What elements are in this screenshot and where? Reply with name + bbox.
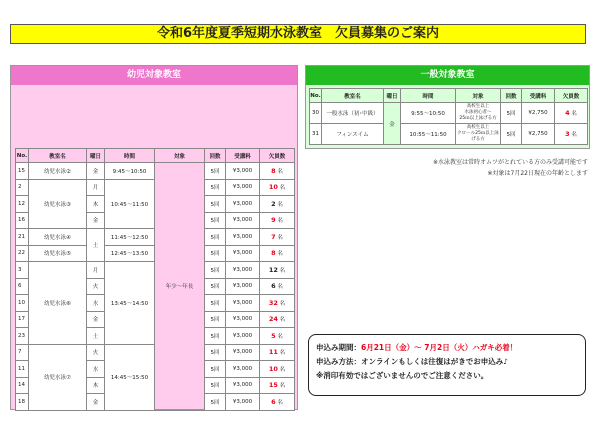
class-time: 13:45～14:50 xyxy=(105,262,155,345)
row-no: 17 xyxy=(16,311,29,328)
adult-col-time: 時間 xyxy=(401,89,456,103)
vacancy-unit: 名 xyxy=(277,218,283,225)
adult-class-card xyxy=(305,65,590,149)
weekday: 木 xyxy=(87,377,105,394)
adult-col-day: 曜日 xyxy=(384,89,401,103)
fee: ¥3,000 xyxy=(226,196,260,213)
kids-col-day: 曜日 xyxy=(87,149,105,163)
vacancy-number: 15 xyxy=(268,381,278,390)
vacancy-unit: 名 xyxy=(279,185,286,192)
weekday: 金 xyxy=(87,394,105,411)
lesson-count: 5回 xyxy=(501,124,522,145)
row-no: 31 xyxy=(310,124,322,145)
row-no: 22 xyxy=(16,245,29,262)
row-no: 6 xyxy=(16,278,29,295)
fee: ¥3,000 xyxy=(226,344,260,361)
vacancy-unit: 名 xyxy=(277,284,283,291)
class-name: 一般水泳（初･中級） xyxy=(322,103,384,124)
target-line: 25ｍ以上泳げる方 xyxy=(459,116,497,121)
vacancy-number: 8 xyxy=(271,249,276,258)
row-no: 30 xyxy=(310,103,322,124)
vacancy-number: 2 xyxy=(271,199,276,208)
lesson-count: 5回 xyxy=(205,196,226,213)
row-no: 23 xyxy=(16,328,29,345)
weekday: 金 xyxy=(87,212,105,229)
note-age-date: ※対象は7月22日現在の年齢とします xyxy=(487,170,588,177)
weekday: 木 xyxy=(87,196,105,213)
vacancy-number: 24 xyxy=(268,315,278,324)
kids-table-header-row xyxy=(16,149,295,163)
vacancy-number: 9 xyxy=(271,216,276,225)
lesson-count: 5回 xyxy=(205,311,226,328)
fee: ¥3,000 xyxy=(226,295,260,312)
target-line: 水泳初心者～ xyxy=(464,110,492,115)
vacancy-number: 12 xyxy=(268,265,278,274)
vacancy-number: 6 xyxy=(271,397,276,406)
adult-col-vacancy: 欠員数 xyxy=(555,89,588,103)
kids-card-header: 幼児対象教室 xyxy=(11,66,297,85)
lesson-count: 5回 xyxy=(205,229,226,246)
vacancy-unit: 名 xyxy=(277,234,283,241)
fee: ¥3,000 xyxy=(226,328,260,345)
lesson-count: 5回 xyxy=(501,103,522,124)
class-name: 幼児水泳④ xyxy=(29,229,87,246)
lesson-count: 5回 xyxy=(205,212,226,229)
vacancy xyxy=(260,196,295,213)
adult-class-table xyxy=(309,88,588,145)
lesson-count: 5回 xyxy=(205,344,226,361)
target-info xyxy=(456,103,501,124)
vacancy-number: 10 xyxy=(268,364,278,373)
row-no: 10 xyxy=(16,295,29,312)
class-name: 幼児水泳③ xyxy=(29,179,87,229)
lesson-count: 5回 xyxy=(205,245,226,262)
class-time: 9:45～10:50 xyxy=(105,163,155,180)
page-title: 令和6年度夏季短期水泳教室 欠員募集のご案内 xyxy=(10,24,586,44)
adult-col-count: 回数 xyxy=(501,89,522,103)
class-name: 幼児水泳② xyxy=(29,163,87,180)
vacancy-number: 10 xyxy=(268,183,278,192)
kids-col-fee: 受講料 xyxy=(226,149,260,163)
kids-col-target: 対象 xyxy=(155,149,205,163)
fee: ¥3,000 xyxy=(226,229,260,246)
method-value: オンラインもしくは往復はがきでお申込み♪ xyxy=(361,357,509,366)
vacancy xyxy=(260,278,295,295)
vacancy-unit: 名 xyxy=(279,350,286,357)
vacancy xyxy=(260,163,295,180)
class-time: 12:45～13:50 xyxy=(105,245,155,262)
class-time: 11:45～12:50 xyxy=(105,229,155,246)
kids-col-name: 教室名 xyxy=(29,149,87,163)
vacancy xyxy=(260,262,295,279)
table-row xyxy=(310,103,588,124)
application-period xyxy=(316,341,578,355)
weekday: 金 xyxy=(87,311,105,328)
vacancy-unit: 名 xyxy=(277,333,283,340)
fee: ¥3,000 xyxy=(226,212,260,229)
class-time: 14:45～15:50 xyxy=(105,344,155,410)
adult-col-no: No. xyxy=(310,89,322,103)
weekday: 月 xyxy=(87,262,105,279)
row-no: 2 xyxy=(16,179,29,196)
class-name: 幼児水泳⑦ xyxy=(29,344,87,410)
target-info xyxy=(456,124,501,145)
class-name: 幼児水泳⑥ xyxy=(29,262,87,345)
fee: ¥2,750 xyxy=(522,103,555,124)
vacancy xyxy=(260,377,295,394)
fee: ¥3,000 xyxy=(226,377,260,394)
fee: ¥3,000 xyxy=(226,163,260,180)
kids-class-table xyxy=(15,148,295,411)
fee: ¥3,000 xyxy=(226,361,260,378)
adult-col-target: 対象 xyxy=(456,89,501,103)
row-no: 11 xyxy=(16,361,29,378)
vacancy-unit: 名 xyxy=(571,111,577,117)
adult-card-header: 一般対象教室 xyxy=(306,66,589,85)
vacancy xyxy=(260,328,295,345)
fee: ¥2,750 xyxy=(522,124,555,145)
vacancy xyxy=(260,212,295,229)
postmark-note: ※消印有効ではございませんのでご注意ください。 xyxy=(316,371,489,380)
vacancy-unit: 名 xyxy=(279,383,286,390)
class-time: 10:45～11:50 xyxy=(105,179,155,229)
target-line: 高校生以上 xyxy=(466,125,490,130)
kids-class-card xyxy=(10,65,298,410)
row-no: 14 xyxy=(16,377,29,394)
adult-col-name: 教室名 xyxy=(322,89,384,103)
class-time: 10:55～11:50 xyxy=(401,124,456,145)
vacancy xyxy=(260,344,295,361)
lesson-count: 5回 xyxy=(205,295,226,312)
fee: ¥3,000 xyxy=(226,179,260,196)
lesson-count: 5回 xyxy=(205,262,226,279)
vacancy-unit: 名 xyxy=(277,399,283,406)
period-label: 申込み期間： xyxy=(316,343,361,352)
vacancy-unit: 名 xyxy=(279,317,286,324)
adult-col-fee: 受講料 xyxy=(522,89,555,103)
table-row xyxy=(16,163,295,180)
vacancy xyxy=(260,229,295,246)
vacancy-unit: 名 xyxy=(279,300,286,307)
row-no: 12 xyxy=(16,196,29,213)
row-no: 21 xyxy=(16,229,29,246)
weekday: 土 xyxy=(87,229,105,262)
weekday: 水 xyxy=(87,295,105,312)
fee: ¥3,000 xyxy=(226,245,260,262)
lesson-count: 5回 xyxy=(205,278,226,295)
vacancy-number: 32 xyxy=(268,298,278,307)
vacancy-number: 5 xyxy=(271,331,276,340)
method-label: 申込み方法： xyxy=(316,357,361,366)
vacancy-unit: 名 xyxy=(277,251,283,258)
vacancy-number: 4 xyxy=(565,109,570,117)
lesson-count: 5回 xyxy=(205,328,226,345)
weekday: 火 xyxy=(87,278,105,295)
vacancy-unit: 名 xyxy=(277,168,283,175)
class-time: 9:55～10:50 xyxy=(401,103,456,124)
lesson-count: 5回 xyxy=(205,179,226,196)
kids-col-time: 時間 xyxy=(105,149,155,163)
vacancy-unit: 名 xyxy=(279,366,286,373)
application-info-box xyxy=(308,334,586,396)
lesson-count: 5回 xyxy=(205,394,226,411)
lesson-count: 5回 xyxy=(205,163,226,180)
period-value: 6月21日（金）～ 7月2日（火）ハガキ必着！ xyxy=(361,343,518,352)
table-row xyxy=(310,124,588,145)
target-age: 年少～年長 xyxy=(155,163,205,411)
vacancy-unit: 名 xyxy=(277,201,283,208)
vacancy xyxy=(260,361,295,378)
note-diaper: ※水泳教室は常時オムツがとれている方のみ受講可能です xyxy=(432,159,588,166)
row-no: 15 xyxy=(16,163,29,180)
vacancy-unit: 名 xyxy=(571,132,577,138)
vacancy-number: 8 xyxy=(271,166,276,175)
lesson-count: 5回 xyxy=(205,361,226,378)
vacancy xyxy=(260,295,295,312)
lesson-count: 5回 xyxy=(205,377,226,394)
adult-table-header-row xyxy=(310,89,588,103)
weekday: 土 xyxy=(87,328,105,345)
class-name: 幼児水泳⑤ xyxy=(29,245,87,262)
vacancy-number: 11 xyxy=(268,348,278,357)
vacancy xyxy=(260,179,295,196)
row-no: 16 xyxy=(16,212,29,229)
vacancy-unit: 名 xyxy=(279,267,286,274)
fee: ¥3,000 xyxy=(226,394,260,411)
vacancy xyxy=(260,394,295,411)
vacancy xyxy=(260,311,295,328)
fee: ¥3,000 xyxy=(226,278,260,295)
weekday: 月 xyxy=(87,179,105,196)
vacancy-number: 6 xyxy=(271,282,276,291)
vacancy-number: 3 xyxy=(565,130,570,138)
kids-col-vacancy: 欠員数 xyxy=(260,149,295,163)
fee: ¥3,000 xyxy=(226,262,260,279)
weekday: 水 xyxy=(87,361,105,378)
target-line: クロール25ｍ以上泳げる方 xyxy=(457,131,499,142)
application-method xyxy=(316,355,578,369)
row-no: 7 xyxy=(16,344,29,361)
weekday: 金 xyxy=(384,103,401,145)
vacancy xyxy=(260,245,295,262)
kids-col-count: 回数 xyxy=(205,149,226,163)
row-no: 3 xyxy=(16,262,29,279)
vacancy-number: 7 xyxy=(271,232,276,241)
fee: ¥3,000 xyxy=(226,311,260,328)
vacancy xyxy=(555,124,588,145)
kids-col-no: No. xyxy=(16,149,29,163)
weekday: 火 xyxy=(87,344,105,361)
row-no: 18 xyxy=(16,394,29,411)
weekday: 金 xyxy=(87,163,105,180)
vacancy xyxy=(555,103,588,124)
target-line: 高校生以上 xyxy=(466,104,490,109)
class-name: フィンスイム xyxy=(322,124,384,145)
